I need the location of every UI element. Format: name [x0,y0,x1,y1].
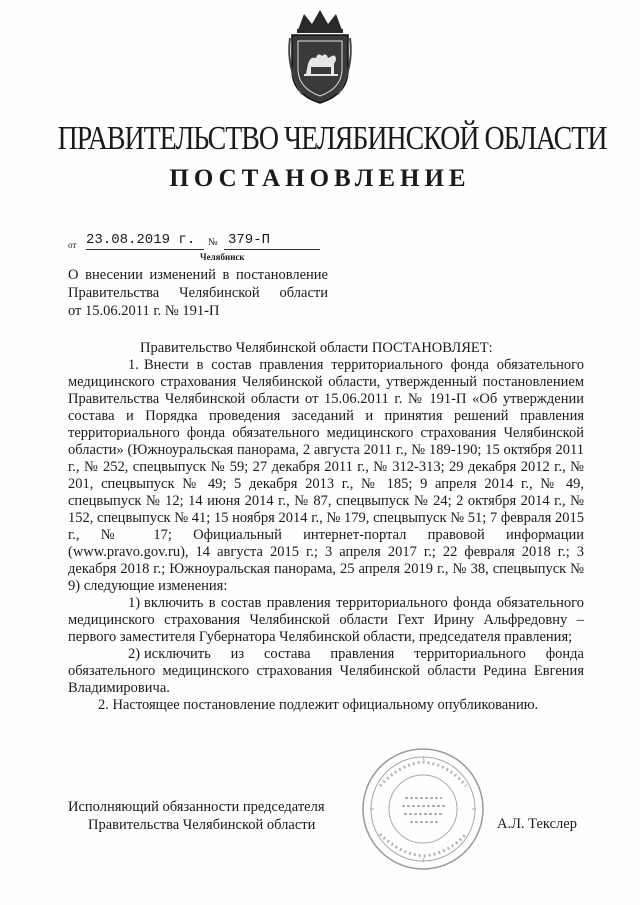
subject-line: Правительства Челябинской области [68,285,328,301]
subitem-1 [68,595,584,646]
date-prefix: от [68,240,77,250]
resolution-intro: Правительство Челябинской области ПОСТАНОВЛЯЕТ: [140,340,493,356]
coat-of-arms-emblem [284,8,356,106]
item-1-text: Внести в состав правления территориального фонда обязательного медицинского страхования Челябинской области, утвержденный постановлением Правительства Челябинской области от 15.06.2011 г. № 191-П «Об утверждении состава и Порядка проведения заседаний и принятия решений правления территориального фонда обязательного медицинского страхования Челябинской области» (Южноуральская панорама, 2 августа 2011 г., № 189-190; 15 октября 2011 г., № 252, спецвыпуск № 59; 27 декабря 2011 г., № 312-313; 29 декабря 2012 г., № 201, спецвыпуск № 49; 5 декабря 2013 г., № 185; 9 апреля 2014 г., № 49, спецвыпуск № 12; 14 июня 2014 г., № 87, спецвыпуск № 24; 2 октября 2014 г., № 152, спецвыпуск № 41; 15 ноября 2014 г., № 179, спецвыпуск № 51; 7 февраля 2015 г., № 17; Официальный интернет-портал правовой информации (www.pravo.gov.ru), 14 августа 2015 г.; 3 апреля 2017 г.; 22 февраля 2018 г.; 3 декабря 2018 г.; Южноуральская панорама, 25 апреля 2019 г., № 38, спецвыпуск № 9) следующие изменения: [68,357,584,594]
signatory-position [68,798,325,834]
document-requisites [68,232,328,266]
government-title: ПРАВИТЕЛЬСТВО ЧЕЛЯБИНСКОЙ ОБЛАСТИ [57,120,607,157]
subitem-2-text: исключить из состава правления территориального фонда обязательного медицинского страхования Челябинской области Редина Евгения Владимировича. [68,646,584,696]
subject-line: от 15.06.2011 г. № 191-П [68,303,220,319]
subject-line: О внесении изменений в постановление [68,267,328,283]
document-number: 379-П [228,232,271,248]
signatory-position-line: Исполняющий обязанности председателя [68,799,325,815]
document-date: 23.08.2019 г. [86,232,196,248]
date-underline [86,249,204,250]
subitem-1-number: 1) [128,595,141,611]
document-body [68,340,584,714]
subitem-2-number: 2) [128,646,141,662]
item-2: 2. Настоящее постановление подлежит официальному опубликованию. [98,697,539,713]
document-type-title: ПОСТАНОВЛЕНИЕ [169,165,471,192]
item-1-number: 1. [128,357,139,373]
number-underline [224,249,320,250]
subitem-2 [68,646,584,697]
item-1 [68,357,584,595]
signatory-position-line: Правительства Челябинской области [88,817,316,833]
official-seal-stamp [360,746,486,872]
subitem-1-text: включить в состав правления территориального фонда обязательного медицинского страхования Челябинской области Гехт Ирину Альфредовну – первого заместителя Губернатора Челябинской области, председателя правления; [68,595,584,645]
document-subject [68,266,328,320]
signatory-name: А.Л. Текслер [497,816,577,832]
document-city: Челябинск [200,252,245,262]
number-prefix: № [208,237,218,248]
